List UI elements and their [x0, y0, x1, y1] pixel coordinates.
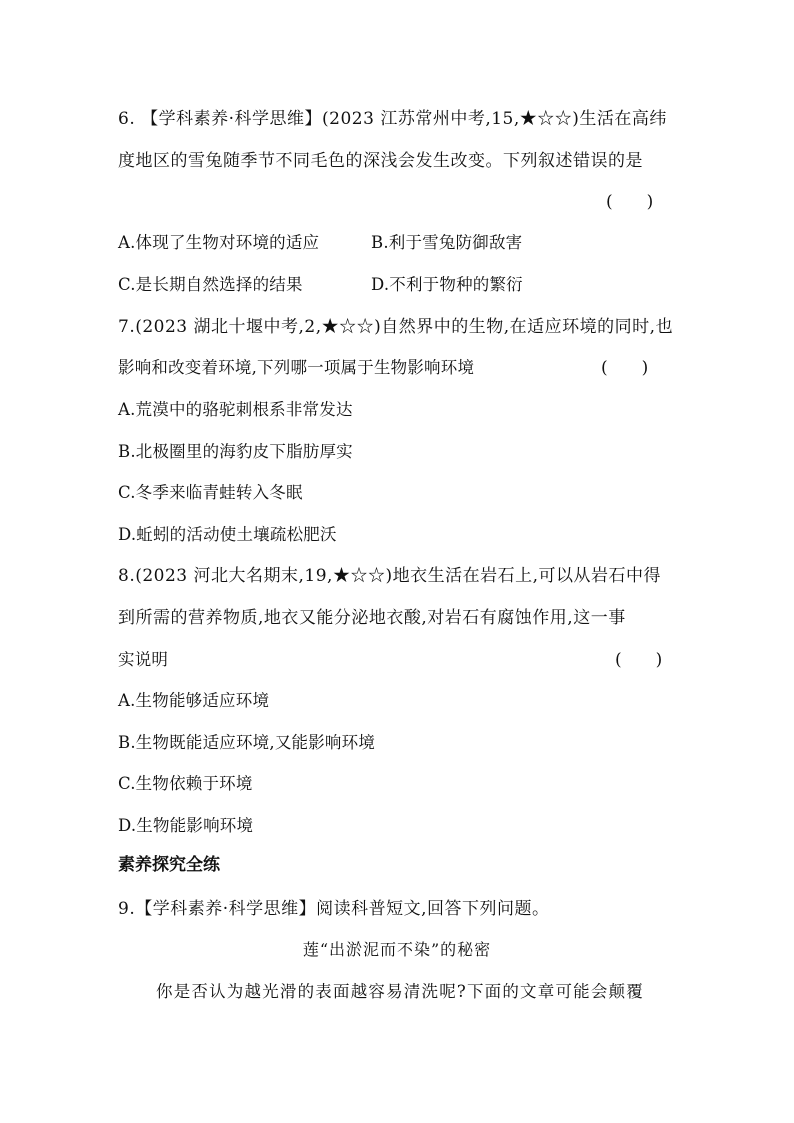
question-6-options-row-1 — [118, 231, 678, 255]
question-8-option-a: A.生物能够适应环境 — [118, 691, 270, 710]
question-7-option-a: A.荒漠中的骆驼刺根系非常发达 — [118, 400, 353, 419]
question-7-option-c: C.冬季来临青蛙转入冬眠 — [118, 483, 303, 502]
question-7-line-2: 影响和改变着环境,下列哪一项属于生物影响环境 — [118, 358, 475, 377]
question-8-option-b: B.生物既能适应环境,又能影响环境 — [118, 733, 376, 752]
question-7-line-1: 7.(2023 湖北十堰中考,2,★☆☆)自然界中的生物,在适应环境的同时,也 — [118, 317, 674, 337]
question-6-option-c: C.是长期自然选择的结果 — [118, 275, 303, 294]
question-6-answer-bracket: ( ) — [606, 192, 654, 212]
section-title: 素养探究全练 — [118, 855, 220, 875]
question-8-answer-bracket: ( ) — [615, 650, 663, 670]
question-6-line-1: 6. 【学科素养·科学思维】(2023 江苏常州中考,15,★☆☆)生活在高纬 — [118, 109, 667, 129]
question-8-line-3: 实说明 — [118, 650, 169, 669]
question-8-line-1: 8.(2023 河北大名期末,19,★☆☆)地衣生活在岩石上,可以从岩石中得 — [118, 566, 661, 586]
question-6-options-row-2 — [118, 273, 678, 297]
question-6-line-2: 度地区的雪兔随季节不同毛色的深浅会发生改变。下列叙述错误的是 — [118, 151, 643, 171]
question-6-option-b: B.利于雪兔防御敌害 — [371, 233, 523, 252]
question-7-option-b: B.北极圈里的海豹皮下脂肪厚实 — [118, 442, 353, 461]
question-8-option-d: D.生物能影响环境 — [118, 816, 254, 835]
question-7-answer-bracket: ( ) — [601, 358, 649, 378]
question-6-option-a: A.体现了生物对环境的适应 — [118, 233, 320, 252]
question-9-line-1: 9.【学科素养·科学思维】阅读科普短文,回答下列问题。 — [118, 899, 550, 919]
question-6-option-d: D.不利于物种的繁衍 — [371, 275, 523, 294]
article-body-line-1: 你是否认为越光滑的表面越容易清洗呢?下面的文章可能会颠覆 — [156, 982, 644, 1001]
question-8-line-2: 到所需的营养物质,地衣又能分泌地衣酸,对岩石有腐蚀作用,这一事 — [118, 608, 626, 628]
question-8-option-c: C.生物依赖于环境 — [118, 774, 253, 793]
article-title: 莲“出淤泥而不染”的秘密 — [302, 940, 492, 959]
question-7-option-d: D.蚯蚓的活动使土壤疏松肥沃 — [118, 525, 337, 544]
